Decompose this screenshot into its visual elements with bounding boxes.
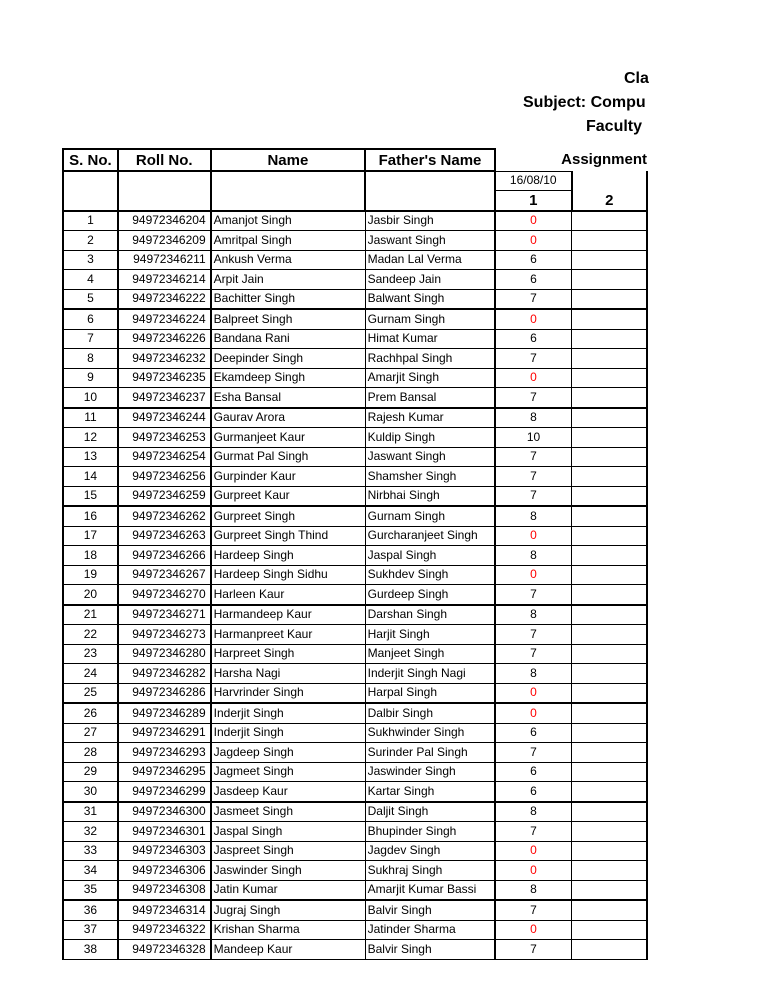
cell-sno: 15 (63, 486, 118, 506)
cell-sno: 9 (63, 368, 118, 388)
cell-roll-no: 94972346282 (118, 664, 211, 684)
cell-father-name: Balwant Singh (365, 289, 495, 309)
cell-assignment-2-mark (572, 447, 647, 467)
cell-assignment-2-mark (572, 605, 647, 625)
table-row[interactable] (63, 388, 647, 408)
cell-assignment-1-mark: 7 (495, 349, 572, 369)
cell-assignment-2-mark (572, 289, 647, 309)
table-row[interactable] (63, 703, 647, 723)
cell-roll-no: 94972346224 (118, 309, 211, 329)
cell-name: Amritpal Singh (211, 231, 365, 251)
cell-roll-no: 94972346295 (118, 762, 211, 782)
cell-roll-no: 94972346211 (118, 250, 211, 270)
table-row[interactable] (63, 250, 647, 270)
cell-assignment-1-mark: 0 (495, 920, 572, 940)
cell-roll-no: 94972346293 (118, 743, 211, 763)
cell-assignment-2-mark (572, 546, 647, 566)
attendance-sheet (62, 148, 648, 956)
cell-father-name: Amarjit Kumar Bassi (365, 880, 495, 900)
cell-father-name: Gurcharanjeet Singh (365, 526, 495, 546)
table-row[interactable] (63, 486, 647, 506)
col-header-name: Name (211, 149, 365, 171)
table-row[interactable] (63, 368, 647, 388)
cell-name: Jasdeep Kaur (211, 782, 365, 802)
cell-father-name: Gurnam Singh (365, 506, 495, 526)
cell-assignment-1-mark: 6 (495, 723, 572, 743)
cell-assignment-2-mark (572, 368, 647, 388)
cell-sno: 7 (63, 329, 118, 349)
cell-father-name: Jaswinder Singh (365, 762, 495, 782)
cell-name: Jagmeet Singh (211, 762, 365, 782)
cell-father-name: Kartar Singh (365, 782, 495, 802)
assignment-date: 16/08/10 (495, 171, 572, 191)
cell-name: Gurpinder Kaur (211, 467, 365, 487)
cell-assignment-1-mark: 10 (495, 428, 572, 448)
cell-sno: 38 (63, 940, 118, 960)
table-row[interactable] (63, 920, 647, 940)
cell-name: Jasmeet Singh (211, 802, 365, 822)
cell-name: Balpreet Singh (211, 309, 365, 329)
cell-assignment-2-mark (572, 270, 647, 290)
cell-father-name: Rachhpal Singh (365, 349, 495, 369)
cell-father-name: Prem Bansal (365, 388, 495, 408)
cell-sno: 35 (63, 880, 118, 900)
cell-sno: 11 (63, 408, 118, 428)
cell-assignment-2-mark (572, 802, 647, 822)
table-row[interactable] (63, 625, 647, 645)
table-row[interactable] (63, 940, 647, 960)
cell-roll-no: 94972346299 (118, 782, 211, 802)
cell-father-name: Surinder Pal Singh (365, 743, 495, 763)
cell-father-name: Rajesh Kumar (365, 408, 495, 428)
cell-sno: 32 (63, 822, 118, 842)
cell-assignment-1-mark: 0 (495, 309, 572, 329)
cell-sno: 23 (63, 644, 118, 664)
cell-assignment-1-mark: 7 (495, 467, 572, 487)
class-title: Cla (624, 70, 649, 87)
cell-assignment-1-mark: 7 (495, 486, 572, 506)
cell-father-name: Sukhwinder Singh (365, 723, 495, 743)
cell-name: Harleen Kaur (211, 585, 365, 605)
cell-roll-no: 94972346262 (118, 506, 211, 526)
cell-sno: 34 (63, 861, 118, 881)
cell-name: Harmanpreet Kaur (211, 625, 365, 645)
cell-roll-no: 94972346322 (118, 920, 211, 940)
cell-assignment-1-mark: 7 (495, 625, 572, 645)
cell-name: Bandana Rani (211, 329, 365, 349)
student-table (62, 148, 648, 960)
table-row[interactable] (63, 408, 647, 428)
col-header-sno: S. No. (63, 149, 118, 171)
table-row[interactable] (63, 782, 647, 802)
cell-assignment-2-mark (572, 211, 647, 231)
cell-father-name: Daljit Singh (365, 802, 495, 822)
table-row[interactable] (63, 270, 647, 290)
cell-assignment-2-mark (572, 329, 647, 349)
cell-father-name: Jaswant Singh (365, 447, 495, 467)
cell-father-name: Gurnam Singh (365, 309, 495, 329)
cell-father-name: Nirbhai Singh (365, 486, 495, 506)
cell-roll-no: 94972346303 (118, 841, 211, 861)
cell-father-name: Gurdeep Singh (365, 585, 495, 605)
cell-name: Jugraj Singh (211, 900, 365, 920)
cell-assignment-1-mark: 0 (495, 841, 572, 861)
cell-assignment-1-mark: 7 (495, 822, 572, 842)
cell-assignment-1-mark: 0 (495, 211, 572, 231)
cell-father-name: Kuldip Singh (365, 428, 495, 448)
cell-father-name: Sukhraj Singh (365, 861, 495, 881)
cell-assignment-2-mark (572, 486, 647, 506)
cell-name: Gurmat Pal Singh (211, 447, 365, 467)
cell-name: Harsha Nagi (211, 664, 365, 684)
cell-assignment-1-mark: 8 (495, 408, 572, 428)
cell-name: Mandeep Kaur (211, 940, 365, 960)
sheet-title-block (0, 0, 768, 150)
cell-sno: 14 (63, 467, 118, 487)
cell-roll-no: 94972346209 (118, 231, 211, 251)
cell-father-name: Jagdev Singh (365, 841, 495, 861)
cell-father-name: Manjeet Singh (365, 644, 495, 664)
cell-sno: 37 (63, 920, 118, 940)
cell-roll-no: 94972346226 (118, 329, 211, 349)
col-header-assignment: Assignment (561, 151, 647, 169)
cell-father-name: Dalbir Singh (365, 703, 495, 723)
cell-assignment-2-mark (572, 506, 647, 526)
table-row[interactable] (63, 289, 647, 309)
cell-roll-no: 94972346204 (118, 211, 211, 231)
cell-sno: 2 (63, 231, 118, 251)
cell-name: Gaurav Arora (211, 408, 365, 428)
table-row[interactable] (63, 526, 647, 546)
cell-roll-no: 94972346237 (118, 388, 211, 408)
cell-sno: 1 (63, 211, 118, 231)
cell-roll-no: 94972346314 (118, 900, 211, 920)
cell-name: Krishan Sharma (211, 920, 365, 940)
cell-name: Jaspal Singh (211, 822, 365, 842)
table-row[interactable] (63, 349, 647, 369)
cell-father-name: Harpal Singh (365, 683, 495, 703)
table-row[interactable] (63, 664, 647, 684)
column-header-row (63, 149, 647, 171)
table-row[interactable] (63, 467, 647, 487)
cell-assignment-1-mark: 0 (495, 861, 572, 881)
student-rows (63, 211, 647, 960)
faculty-title: Faculty (586, 118, 643, 135)
cell-assignment-2-mark (572, 585, 647, 605)
table-row[interactable] (63, 683, 647, 703)
cell-assignment-2-mark (572, 250, 647, 270)
cell-sno: 13 (63, 447, 118, 467)
cell-father-name: Jaswant Singh (365, 231, 495, 251)
cell-father-name: Madan Lal Verma (365, 250, 495, 270)
cell-assignment-1-mark: 8 (495, 802, 572, 822)
cell-sno: 16 (63, 506, 118, 526)
cell-sno: 30 (63, 782, 118, 802)
cell-roll-no: 94972346263 (118, 526, 211, 546)
cell-name: Harpreet Singh (211, 644, 365, 664)
cell-father-name: Shamsher Singh (365, 467, 495, 487)
cell-assignment-2-mark (572, 703, 647, 723)
table-row[interactable] (63, 743, 647, 763)
cell-name: Jatin Kumar (211, 880, 365, 900)
cell-assignment-2-mark (572, 782, 647, 802)
cell-assignment-2-mark (572, 428, 647, 448)
cell-name: Gurpreet Singh (211, 506, 365, 526)
cell-assignment-1-mark: 7 (495, 447, 572, 467)
cell-roll-no: 94972346291 (118, 723, 211, 743)
cell-assignment-2-mark (572, 467, 647, 487)
cell-sno: 33 (63, 841, 118, 861)
table-row[interactable] (63, 506, 647, 526)
cell-assignment-1-mark: 8 (495, 880, 572, 900)
cell-assignment-2-mark (572, 743, 647, 763)
cell-name: Amanjot Singh (211, 211, 365, 231)
cell-assignment-1-mark: 8 (495, 605, 572, 625)
cell-roll-no: 94972346270 (118, 585, 211, 605)
table-row[interactable] (63, 802, 647, 822)
cell-father-name: Sukhdev Singh (365, 565, 495, 585)
table-row[interactable] (63, 565, 647, 585)
cell-roll-no: 94972346289 (118, 703, 211, 723)
assignment-number-2: 2 (572, 191, 647, 211)
cell-assignment-2-mark (572, 231, 647, 251)
cell-name: Inderjit Singh (211, 723, 365, 743)
cell-assignment-2-mark (572, 723, 647, 743)
cell-assignment-2-mark (572, 841, 647, 861)
cell-name: Hardeep Singh Sidhu (211, 565, 365, 585)
cell-assignment-2-mark (572, 900, 647, 920)
cell-assignment-2-mark (572, 683, 647, 703)
cell-assignment-1-mark: 7 (495, 289, 572, 309)
cell-assignment-1-mark: 6 (495, 782, 572, 802)
table-row[interactable] (63, 447, 647, 467)
cell-sno: 17 (63, 526, 118, 546)
cell-roll-no: 94972346244 (118, 408, 211, 428)
cell-sno: 27 (63, 723, 118, 743)
cell-roll-no: 94972346306 (118, 861, 211, 881)
cell-assignment-1-mark: 0 (495, 683, 572, 703)
table-row[interactable] (63, 428, 647, 448)
cell-sno: 25 (63, 683, 118, 703)
cell-father-name: Jatinder Sharma (365, 920, 495, 940)
cell-name: Ekamdeep Singh (211, 368, 365, 388)
cell-sno: 28 (63, 743, 118, 763)
cell-sno: 4 (63, 270, 118, 290)
cell-name: Harvrinder Singh (211, 683, 365, 703)
cell-father-name: Sandeep Jain (365, 270, 495, 290)
cell-assignment-2-mark (572, 625, 647, 645)
cell-sno: 24 (63, 664, 118, 684)
cell-assignment-2-mark (572, 920, 647, 940)
cell-roll-no: 94972346266 (118, 546, 211, 566)
cell-father-name: Bhupinder Singh (365, 822, 495, 842)
cell-father-name: Amarjit Singh (365, 368, 495, 388)
cell-assignment-2-mark (572, 822, 647, 842)
cell-assignment-2-mark (572, 408, 647, 428)
cell-assignment-1-mark: 8 (495, 664, 572, 684)
cell-assignment-1-mark: 7 (495, 940, 572, 960)
cell-father-name: Balvir Singh (365, 900, 495, 920)
cell-sno: 8 (63, 349, 118, 369)
table-row[interactable] (63, 231, 647, 251)
cell-assignment-1-mark: 0 (495, 703, 572, 723)
cell-roll-no: 94972346232 (118, 349, 211, 369)
table-row[interactable] (63, 605, 647, 625)
cell-sno: 19 (63, 565, 118, 585)
cell-name: Gurmanjeet Kaur (211, 428, 365, 448)
cell-name: Inderjit Singh (211, 703, 365, 723)
cell-roll-no: 94972346308 (118, 880, 211, 900)
table-row[interactable] (63, 546, 647, 566)
cell-assignment-1-mark: 7 (495, 900, 572, 920)
cell-assignment-2-mark (572, 565, 647, 585)
table-row[interactable] (63, 861, 647, 881)
table-row[interactable] (63, 880, 647, 900)
cell-name: Ankush Verma (211, 250, 365, 270)
table-row[interactable] (63, 841, 647, 861)
cell-assignment-1-mark: 8 (495, 506, 572, 526)
cell-name: Gurpreet Kaur (211, 486, 365, 506)
table-row[interactable] (63, 723, 647, 743)
cell-name: Jaswinder Singh (211, 861, 365, 881)
cell-father-name: Jasbir Singh (365, 211, 495, 231)
cell-roll-no: 94972346259 (118, 486, 211, 506)
cell-name: Gurpreet Singh Thind (211, 526, 365, 546)
cell-name: Harmandeep Kaur (211, 605, 365, 625)
cell-name: Esha Bansal (211, 388, 365, 408)
cell-roll-no: 94972346273 (118, 625, 211, 645)
assignment-number-1: 1 (495, 191, 572, 211)
cell-assignment-1-mark: 0 (495, 565, 572, 585)
cell-father-name: Balvir Singh (365, 940, 495, 960)
cell-sno: 6 (63, 309, 118, 329)
cell-roll-no: 94972346222 (118, 289, 211, 309)
cell-sno: 26 (63, 703, 118, 723)
cell-assignment-1-mark: 6 (495, 329, 572, 349)
cell-sno: 5 (63, 289, 118, 309)
cell-roll-no: 94972346280 (118, 644, 211, 664)
cell-assignment-2-mark (572, 762, 647, 782)
cell-assignment-2-mark (572, 388, 647, 408)
cell-sno: 20 (63, 585, 118, 605)
cell-roll-no: 94972346271 (118, 605, 211, 625)
table-row[interactable] (63, 585, 647, 605)
cell-assignment-1-mark: 8 (495, 546, 572, 566)
table-row[interactable] (63, 309, 647, 329)
col-header-father: Father's Name (365, 149, 495, 171)
table-row[interactable] (63, 211, 647, 231)
cell-assignment-2-mark (572, 940, 647, 960)
cell-roll-no: 94972346267 (118, 565, 211, 585)
cell-sno: 29 (63, 762, 118, 782)
cell-roll-no: 94972346300 (118, 802, 211, 822)
cell-assignment-2-mark (572, 309, 647, 329)
cell-assignment-1-mark: 0 (495, 368, 572, 388)
cell-roll-no: 94972346214 (118, 270, 211, 290)
cell-roll-no: 94972346256 (118, 467, 211, 487)
cell-name: Hardeep Singh (211, 546, 365, 566)
assignment-number-row (63, 191, 647, 211)
cell-roll-no: 94972346254 (118, 447, 211, 467)
cell-sno: 18 (63, 546, 118, 566)
cell-roll-no: 94972346253 (118, 428, 211, 448)
table-row[interactable] (63, 822, 647, 842)
cell-roll-no: 94972346286 (118, 683, 211, 703)
cell-assignment-1-mark: 6 (495, 762, 572, 782)
cell-assignment-1-mark: 7 (495, 388, 572, 408)
cell-name: Jaspreet Singh (211, 841, 365, 861)
table-row[interactable] (63, 762, 647, 782)
cell-assignment-2-mark (572, 861, 647, 881)
table-row[interactable] (63, 644, 647, 664)
cell-father-name: Darshan Singh (365, 605, 495, 625)
cell-roll-no: 94972346301 (118, 822, 211, 842)
cell-roll-no: 94972346328 (118, 940, 211, 960)
cell-sno: 31 (63, 802, 118, 822)
cell-name: Bachitter Singh (211, 289, 365, 309)
cell-roll-no: 94972346235 (118, 368, 211, 388)
cell-sno: 36 (63, 900, 118, 920)
cell-name: Arpit Jain (211, 270, 365, 290)
cell-name: Deepinder Singh (211, 349, 365, 369)
cell-assignment-2-mark (572, 664, 647, 684)
cell-father-name: Inderjit Singh Nagi (365, 664, 495, 684)
cell-assignment-2-mark (572, 349, 647, 369)
subject-title: Subject: Compu (523, 94, 646, 111)
date-row (63, 171, 647, 191)
cell-name: Jagdeep Singh (211, 743, 365, 763)
cell-sno: 3 (63, 250, 118, 270)
cell-sno: 10 (63, 388, 118, 408)
cell-sno: 12 (63, 428, 118, 448)
cell-father-name: Jaspal Singh (365, 546, 495, 566)
cell-assignment-1-mark: 7 (495, 743, 572, 763)
cell-father-name: Himat Kumar (365, 329, 495, 349)
cell-assignment-2-mark (572, 644, 647, 664)
table-row[interactable] (63, 329, 647, 349)
cell-assignment-1-mark: 6 (495, 250, 572, 270)
cell-assignment-1-mark: 7 (495, 585, 572, 605)
cell-assignment-2-mark (572, 526, 647, 546)
cell-assignment-1-mark: 6 (495, 270, 572, 290)
cell-assignment-1-mark: 0 (495, 231, 572, 251)
cell-father-name: Harjit Singh (365, 625, 495, 645)
cell-assignment-1-mark: 7 (495, 644, 572, 664)
cell-assignment-1-mark: 0 (495, 526, 572, 546)
col-header-roll: Roll No. (118, 149, 211, 171)
cell-sno: 21 (63, 605, 118, 625)
cell-sno: 22 (63, 625, 118, 645)
table-row[interactable] (63, 900, 647, 920)
cell-assignment-2-mark (572, 880, 647, 900)
